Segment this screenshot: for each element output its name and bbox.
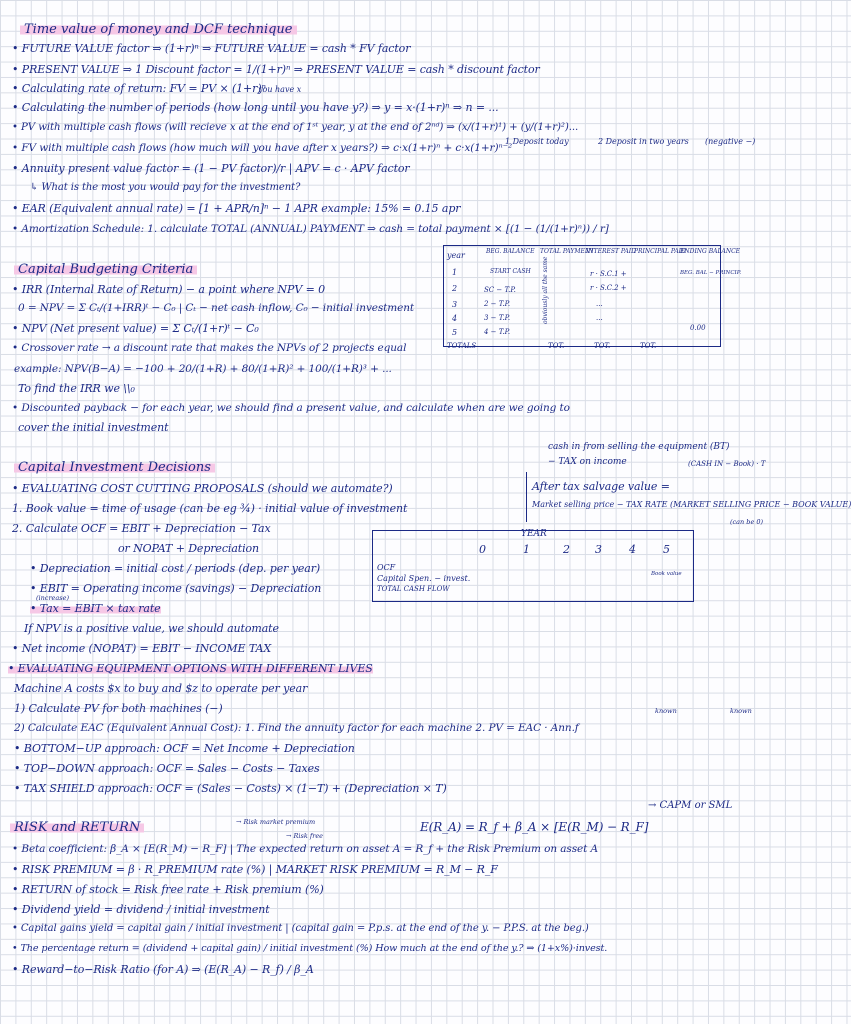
amort-interest: ...: [596, 300, 603, 308]
annot-deposit-today: 1 Deposit today: [505, 137, 569, 146]
ocf-row-label: TOTAL CASH FLOW: [377, 585, 450, 593]
risk-capm-note: → CAPM or SML: [648, 800, 733, 811]
cid-line: 1. Book value = time of usage (can be eg ¾) · initial value of investment: [12, 502, 408, 515]
risk-rmp-note: → Risk market premium: [236, 818, 316, 826]
tvm-line: • FV with multiple cash flows (how much will you have after x years?) ⇒ c·x(1+r)ⁿ + c·x(1+r)ⁿ⁻²: [12, 142, 513, 154]
cbc-line: To find the IRR we \\₀: [18, 382, 135, 395]
risk-line: • RISK PREMIUM = β · R_PREMIUM rate (%) | MARKET RISK PREMIUM = R_M − R_F: [12, 863, 498, 876]
cid-line: • Net income (NOPAT) = EBIT − INCOME TAX: [12, 642, 272, 655]
risk-line: • Beta coefficient: β_A × [E(R_M) − R_F] | The expected return on asset A = R_f + the Risk Premium on asset A: [12, 843, 598, 855]
cid-increase: (increase): [36, 594, 69, 602]
amort-header: year: [447, 251, 465, 260]
ocf-year: 3: [595, 543, 602, 556]
amort-beg: 4 − T.P.: [484, 328, 511, 336]
salvage-divider: [526, 472, 527, 522]
eqopt-known: known: [655, 707, 677, 715]
eqopt-line: 2) Calculate EAC (Equivalent Annual Cost): 1. Find the annuity factor for each machine 2. PV = EAC · Ann.f: [14, 722, 579, 734]
amort-header: TOTAL PAYMENT: [540, 248, 595, 255]
amort-ending: 0.00: [690, 324, 706, 332]
risk-line: • Reward−to−Risk Ratio (for A) ⇒ (E(R_A) − R_f) / β_A: [12, 963, 314, 976]
amort-year: 3: [452, 300, 458, 309]
salvage-formula: Market selling price − TAX RATE (MARKET SELLING PRICE − BOOK VALUE): [532, 500, 851, 509]
ocf-row-label: Capital Spen. − invest.: [377, 574, 471, 583]
tvm-line: • PRESENT VALUE ⇒ 1 Discount factor = 1/(1+r)ⁿ ⇒ PRESENT VALUE = cash * discount factor: [12, 63, 540, 76]
annot-you-have-x: you have x: [258, 85, 302, 94]
tvm-line: • Annuity present value factor = (1 − PV factor)/r | APV = c · APV factor: [12, 162, 410, 175]
risk-line: • The percentage return = (dividend + capital gain) / initial investment (%) How much at the end of the y.? ⇒ (1+x%)·invest.: [12, 943, 608, 954]
tvm-line: • FUTURE VALUE factor ⇒ (1+r)ⁿ ⇒ FUTURE VALUE = cash * FV factor: [12, 42, 411, 55]
amort-beg: 3 − T.P.: [484, 314, 511, 322]
cbc-line: • Crossover rate → a discount rate that makes the NPVs of 2 projects equal: [12, 342, 407, 354]
ocf-year: 2: [563, 543, 570, 556]
amort-year: 4: [452, 314, 458, 323]
tvm-line: • Calculating rate of return: FV = PV × (1+r)ⁿ: [12, 82, 266, 95]
ocf-year: 0: [479, 543, 486, 556]
cbc-line: • IRR (Internal Rate of Return) − a point where NPV = 0: [12, 283, 326, 296]
ocf-year: 4: [629, 543, 636, 556]
cid-line: or NOPAT + Depreciation: [118, 542, 260, 555]
amort-tot: TOT.: [548, 342, 565, 350]
cid-line: • Depreciation = initial cost / periods (dep. per year): [30, 562, 321, 575]
ocf-row-label: OCF: [377, 563, 396, 572]
ocf-year-label: YEAR: [521, 529, 547, 539]
salvage-can-be-zero: (can be 0): [730, 518, 764, 526]
cbc-line: • NPV (Net present value) = Σ Cₜ/(1+r)ᵗ − C₀: [12, 322, 259, 335]
amort-interest: ...: [596, 314, 603, 322]
risk-rf-note: → Risk free: [286, 832, 324, 840]
salvage-cash-in: cash in from selling the equipment (BT): [548, 442, 730, 452]
section-title-risk: RISK and RETURN: [10, 820, 144, 835]
ocf-year: 1: [523, 543, 530, 556]
section-title-cid: Capital Investment Decisions: [14, 460, 215, 475]
ocf-book-value: Book value: [651, 571, 682, 577]
cid-line: • EVALUATING COST CUTTING PROPOSALS (should we automate?): [12, 482, 393, 495]
tvm-line: • PV with multiple cash flows (will recieve x at the end of 1ˢᵗ year, y at the end of 2ⁿᵈ) ⇒ (x/(1+r)¹) + (y/(1+r)²)...: [12, 122, 579, 133]
eqopt-known: known: [730, 707, 752, 715]
tvm-line: • Amortization Schedule: 1. calculate TOTAL (ANNUAL) PAYMENT ⇒ cash = total payment × [(1 − (1/(1+r)ⁿ)) / r]: [12, 223, 609, 235]
salvage-tax-on-income: − TAX on income: [548, 457, 627, 467]
ocf-year: 5: [663, 543, 670, 556]
amort-ending: BEG. BAL − PRINCIP.: [680, 270, 742, 276]
amort-header: INTEREST PAID: [586, 248, 636, 255]
cbc-line: cover the initial investment: [18, 421, 169, 434]
salvage-after-tax: After tax salvage value =: [532, 480, 670, 493]
amort-header: ENDING BALANCE: [680, 248, 741, 255]
amortization-table: [443, 245, 742, 350]
risk-line: • Dividend yield = dividend / initial investment: [12, 903, 270, 916]
amort-tot: TOT.: [640, 342, 657, 350]
ocf-table: [372, 530, 694, 602]
amort-beg: SC − T.P.: [484, 286, 516, 294]
cbc-line: • Discounted payback − for each year, we should find a present value, and calculate when are we going to: [12, 402, 570, 414]
amort-interest: r · S.C.2 +: [590, 284, 627, 292]
section-title-tvm: Time value of money and DCF technique: [20, 22, 297, 37]
eqopt-line: • TAX SHIELD approach: OCF = (Sales − Costs) × (1−T) + (Depreciation × T): [14, 782, 447, 795]
amort-tot: TOT.: [594, 342, 611, 350]
annot-negative: (negative −): [705, 137, 756, 146]
cbc-line: example: NPV(B−A) = −100 + 20/(1+R) + 80/(1+R)² + 100/(1+R)³ + ...: [14, 363, 392, 375]
cbc-line: 0 = NPV = Σ Cₜ/(1+IRR)ᵗ − C₀ | Cₜ − net cash inflow, C₀ − initial investment: [18, 302, 415, 314]
amort-total-note: obviously all the same: [542, 256, 549, 324]
eqopt-line: Machine A costs $x to buy and $z to operate per year: [14, 682, 308, 695]
amort-beg: START CASH: [490, 268, 531, 275]
tvm-line: ↳ What is the most you would pay for the investment?: [30, 182, 301, 193]
tvm-line: • EAR (Equivalent annual rate) = [1 + APR/n]ⁿ − 1 APR example: 15% = 0.15 apr: [12, 202, 461, 215]
amort-header: BEG. BALANCE: [486, 248, 535, 255]
eqopt-line: • EVALUATING EQUIPMENT OPTIONS WITH DIFFERENT LIVES: [8, 662, 373, 675]
risk-line: • RETURN of stock = Risk free rate + Risk premium (%): [12, 883, 324, 896]
cid-line: 2. Calculate OCF = EBIT + Depreciation − Tax: [12, 522, 271, 535]
eqopt-line: • BOTTOM−UP approach: OCF = Net Income + Depreciation: [14, 742, 355, 755]
amort-year: 2: [452, 284, 458, 293]
salvage-cash-book: (CASH IN − Book) · T: [688, 460, 766, 468]
tvm-line: • Calculating the number of periods (how long until you have y?) ⇒ y = x·(1+r)ⁿ ⇒ n = ...: [12, 101, 499, 114]
eqopt-line: • TOP−DOWN approach: OCF = Sales − Costs − Taxes: [14, 762, 320, 775]
section-title-cbc: Capital Budgeting Criteria: [14, 262, 197, 277]
amort-beg: 2 − T.P.: [484, 300, 511, 308]
risk-line: • Capital gains yield = capital gain / initial investment | (capital gain = P.p.s. at the end of the y. − P.P.S. at the beg.): [12, 923, 589, 934]
amort-totals-label: TOTALS: [447, 342, 477, 350]
cid-line: If NPV is a positive value, we should automate: [24, 622, 279, 635]
cid-line: • Tax = EBIT × tax rate: [30, 602, 161, 615]
amort-interest: r · S.C.1 +: [590, 270, 627, 278]
amort-header: PRINCIPAL PAID: [634, 248, 686, 255]
annot-deposit-two: 2 Deposit in two years: [598, 137, 689, 146]
cid-line: • EBIT = Operating income (savings) − Depreciation: [30, 582, 322, 595]
risk-capm: E(R_A) = R_f + β_A × [E(R_M) − R_F]: [420, 820, 649, 834]
amort-year: 5: [452, 328, 458, 337]
amort-year: 1: [452, 268, 458, 277]
eqopt-line: 1) Calculate PV for both machines (−): [14, 702, 223, 715]
